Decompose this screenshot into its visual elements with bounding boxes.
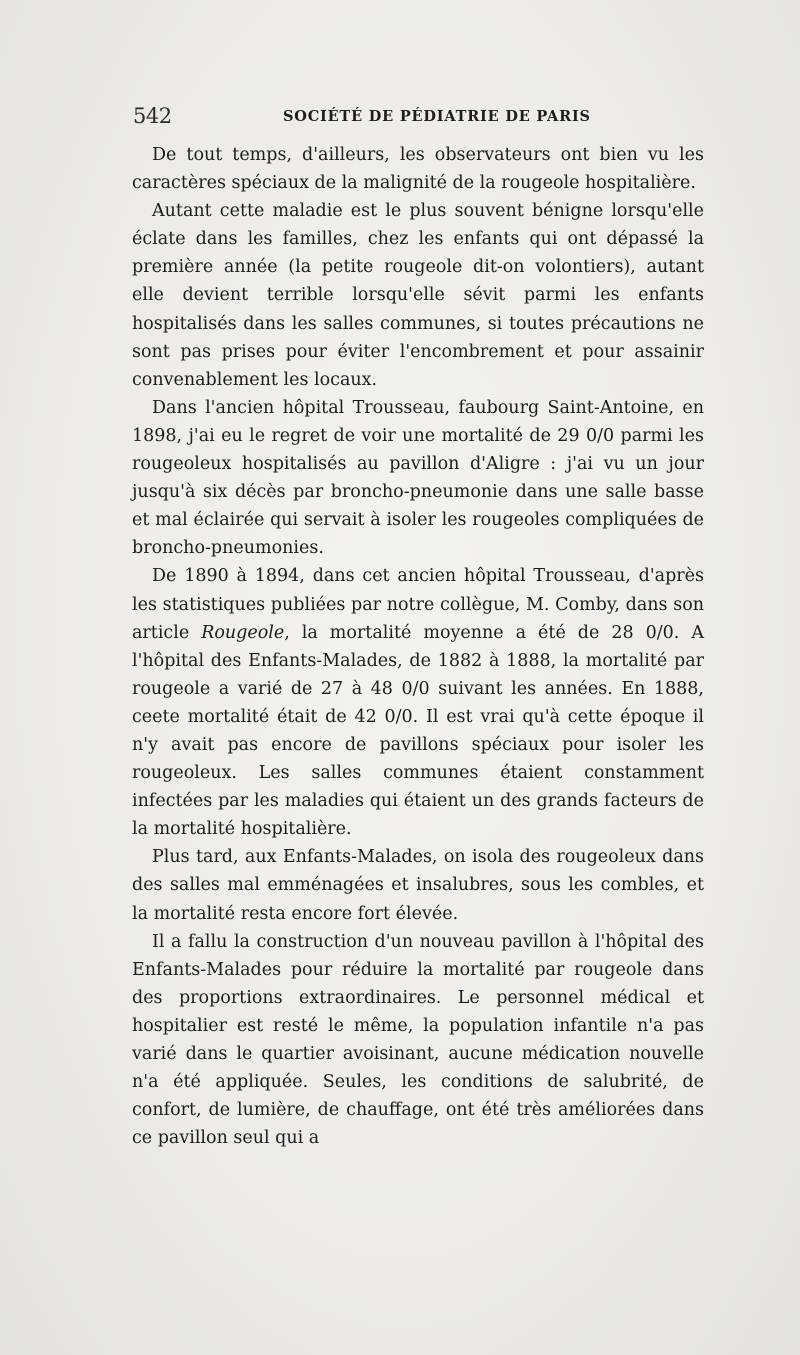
body-text xyxy=(132,141,704,1152)
page-number: 542 xyxy=(133,104,172,128)
paragraph-2: Autant cette maladie est le plus souvent bénigne lorsqu'elle éclate dans les familles, chez les enfants qui ont dépassé la première année (la petite rougeole dit-on volontiers), autant elle devient terrible lorsqu'elle sévit parmi les enfants hospitalisés dans les salles communes, si toutes précautions ne sont pas prises pour éviter l'encombrement et pour assainir convenablement les locaux. xyxy=(132,201,704,390)
paragraph-4-text-after: , la mortalité moyenne a été de 28 0/0. A l'hôpital des Enfants-Malades, de 1882 à 1888, la mortalité par rougeole a varié de 27 à 48 0/0 suivant les années. En 1888, ceete mortalité était de 42 0/0. Il est vrai qu'à cette époque il n'y avait pas encore de pavillons spéciaux pour isoler les rougeoleux. Les salles communes étaient constamment infectées par les maladies qui étaient un des grands facteurs de la mortalité hospitalière. xyxy=(132,622,704,840)
running-head xyxy=(133,104,703,134)
paragraph-4-text-before: De 1890 à 1894, dans cet ancien hôpital Trousseau, d'après les statistiques publiées par notre collègue, M. Comby, dans son article xyxy=(132,566,704,643)
paragraph-3: Dans l'ancien hôpital Trousseau, faubourg Saint-Antoine, en 1898, j'ai eu le regret de voir une mortalité de 29 0/0 parmi les rougeoleux hospitalisés au pavillon d'Aligre : j'ai vu un jour jusqu'à six décès par broncho-pneumonie dans une salle basse et mal éclairée qui servait à isoler les rougeoles compliquées de broncho-pneumonies. xyxy=(132,397,704,559)
article-title-italic: Rougeole xyxy=(201,622,285,643)
journal-title: SOCIÉTÉ DE PÉDIATRIE DE PARIS xyxy=(283,108,591,125)
paragraph-1: De tout temps, d'ailleurs, les observateurs ont bien vu les caractères spéciaux de la malignité de la rougeole hospitalière. xyxy=(132,145,704,194)
paragraph-4 xyxy=(132,562,704,843)
paragraph-5: Plus tard, aux Enfants-Malades, on isola des rougeoleux dans des salles mal emménagées et insalubres, sous les combles, et la mortalité resta encore fort élevée. xyxy=(132,847,704,924)
paragraph-6: Il a fallu la construction d'un nouveau pavillon à l'hôpital des Enfants-Malades pour réduire la mortalité par rougeole dans des proportions extraordinaires. Le personnel médical et hospitalier est resté le même, la population infantile n'a pas varié dans le quartier avoisinant, aucune médication nouvelle n'a été appliquée. Seules, les conditions de salubrité, de confort, de lumière, de chauffage, ont été très améliorées dans ce pavillon seul qui a xyxy=(132,931,704,1149)
